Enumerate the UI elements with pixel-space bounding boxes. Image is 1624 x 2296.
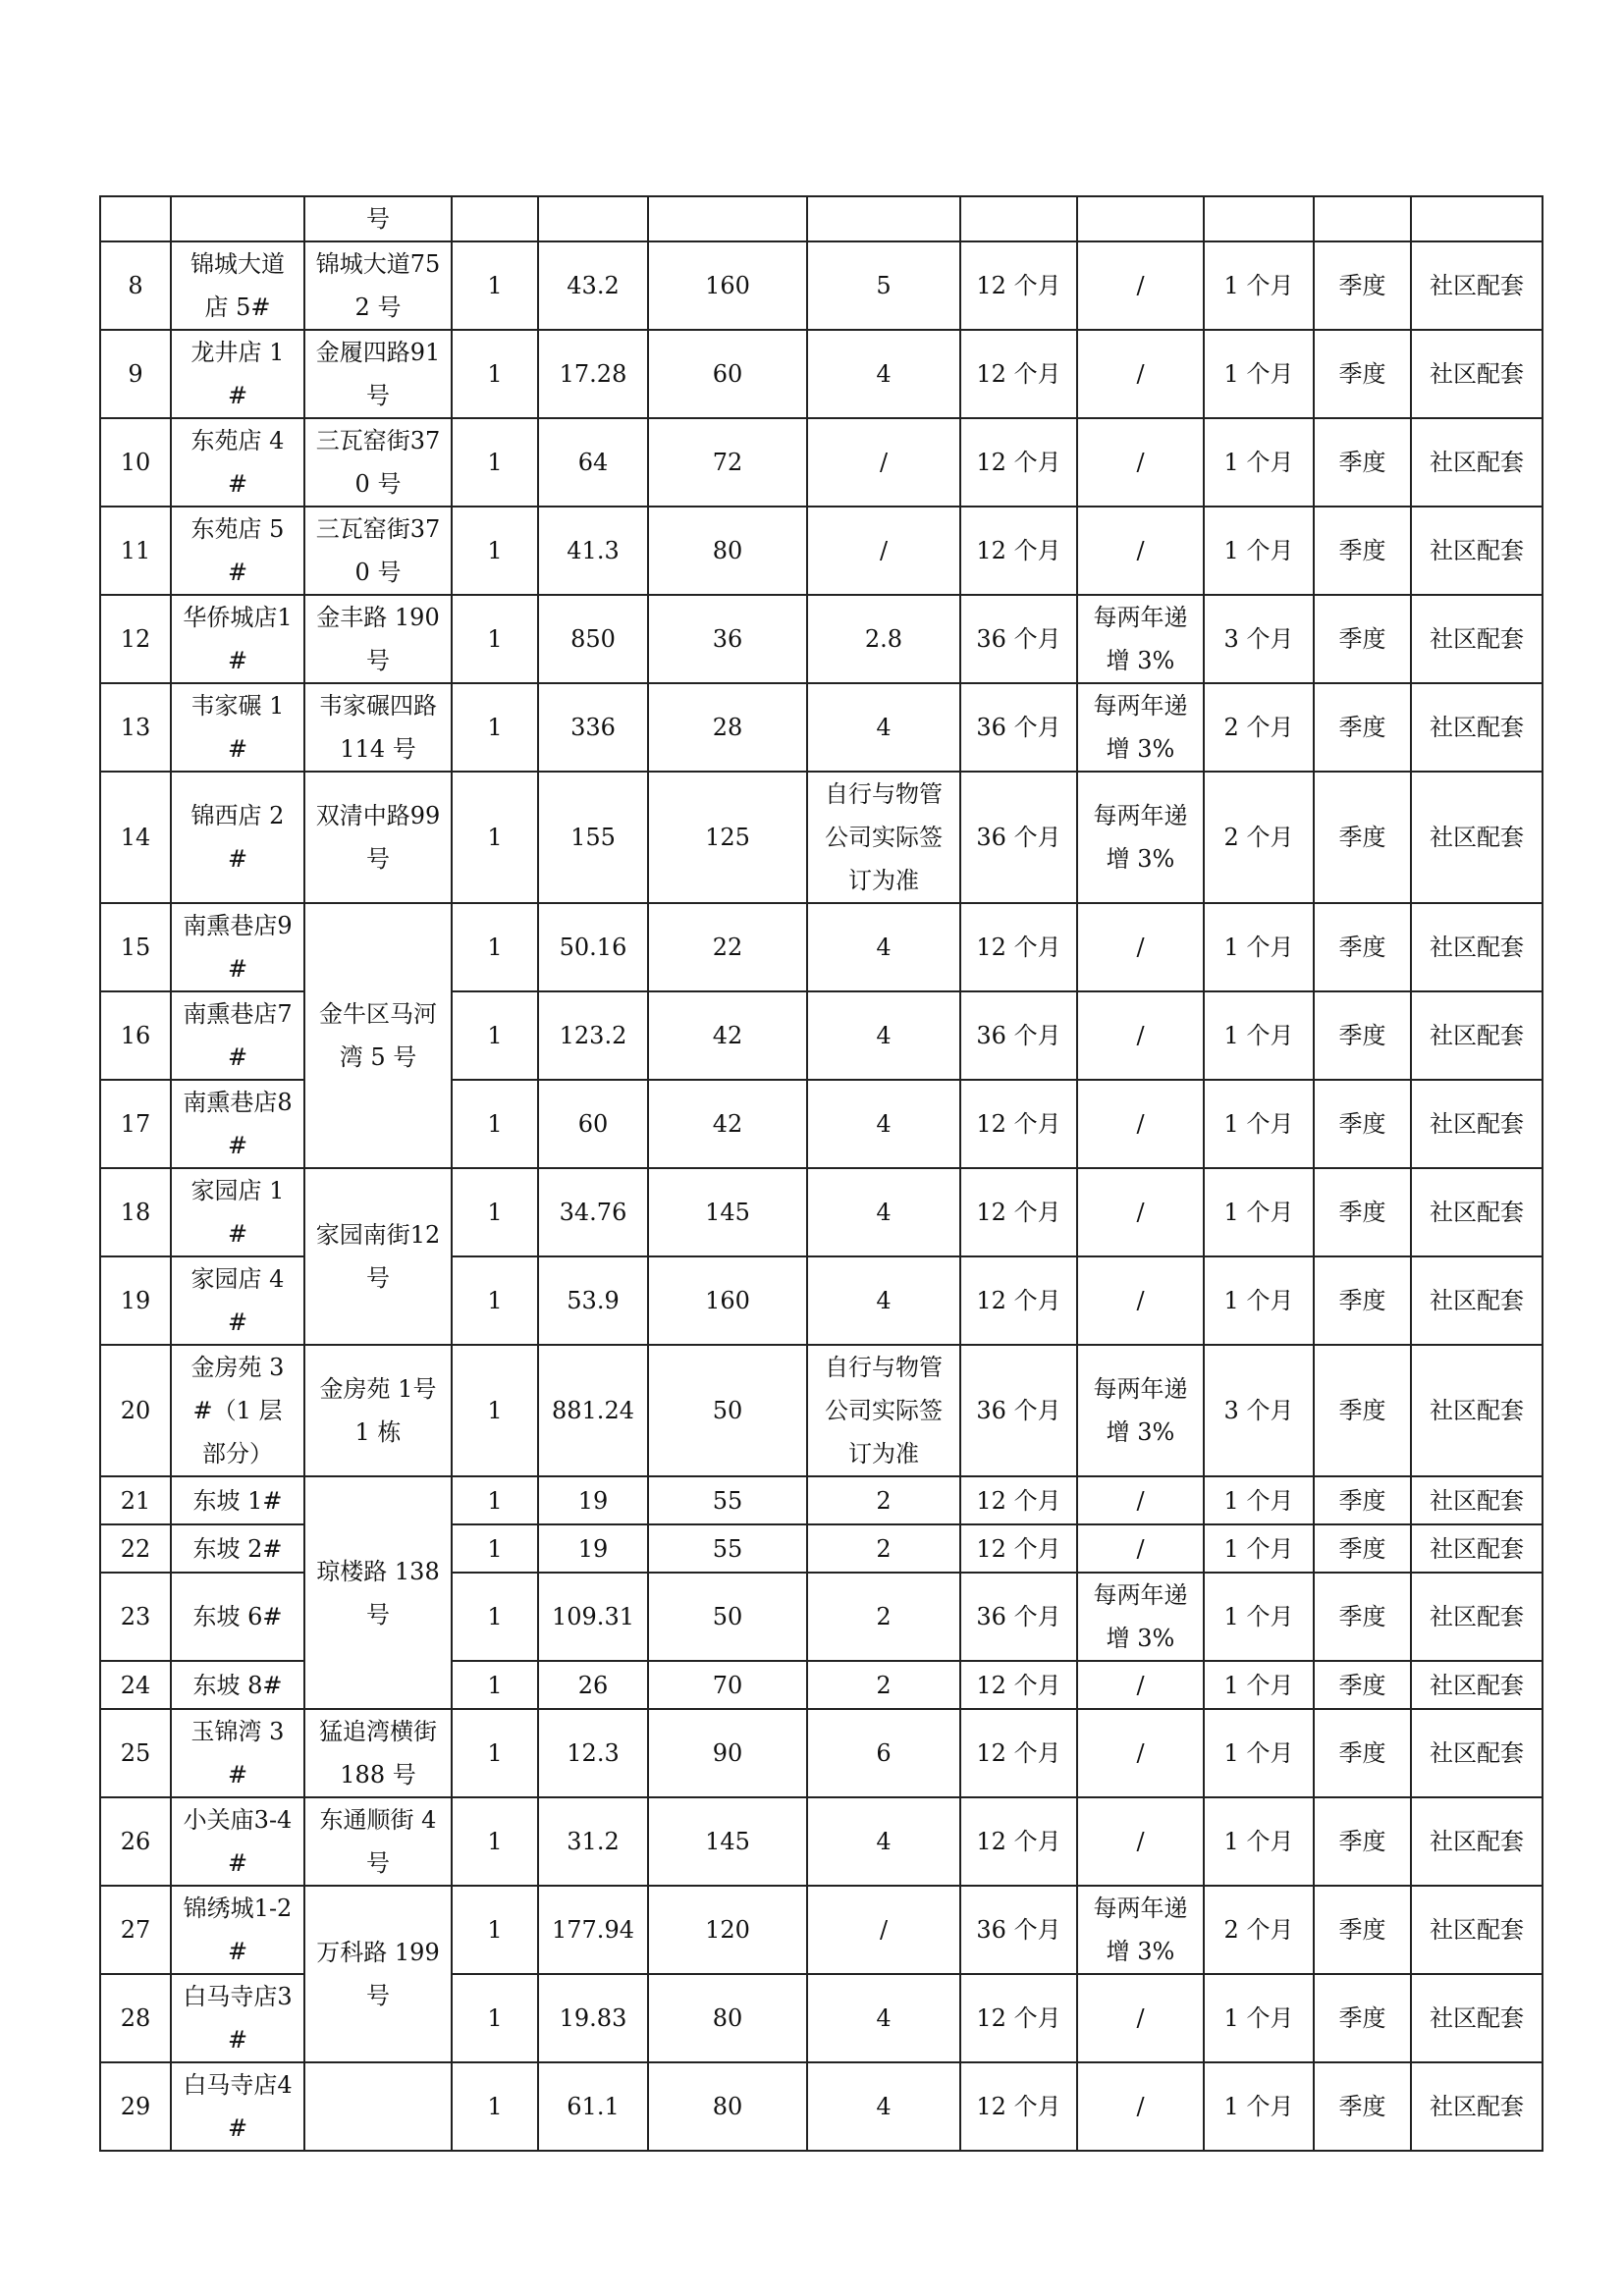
cell-qty: 1 xyxy=(452,418,538,507)
cell-fee: 4 xyxy=(807,1168,960,1256)
cell-fee: 2 xyxy=(807,1524,960,1573)
cell-no: 11 xyxy=(100,507,171,595)
table-row xyxy=(100,241,1543,330)
cell-area: 64 xyxy=(538,418,648,507)
cell-usage: 社区配套 xyxy=(1411,1797,1543,1886)
cell-no: 27 xyxy=(100,1886,171,1974)
cell-deposit: 1 个月 xyxy=(1204,1709,1314,1797)
cell-term: 12 个月 xyxy=(960,1661,1077,1709)
cell-qty: 1 xyxy=(452,330,538,418)
cell-payment: 季度 xyxy=(1314,1797,1411,1886)
cell-qty: 1 xyxy=(452,1476,538,1524)
cell-fee: 5 xyxy=(807,241,960,330)
cell-deposit: 3 个月 xyxy=(1204,595,1314,683)
cell-increase: 每两年递增 3% xyxy=(1077,1345,1204,1476)
cell-no: 20 xyxy=(100,1345,171,1476)
table-row xyxy=(100,418,1543,507)
cell-usage xyxy=(1411,196,1543,241)
cell-price: 55 xyxy=(648,1476,807,1524)
cell-usage: 社区配套 xyxy=(1411,1661,1543,1709)
cell-term: 12 个月 xyxy=(960,1168,1077,1256)
cell-area xyxy=(538,196,648,241)
cell-address: 琼楼路 138号 xyxy=(304,1476,452,1709)
cell-qty: 1 xyxy=(452,1661,538,1709)
cell-address: 韦家碾四路 114 号 xyxy=(304,683,452,772)
cell-qty: 1 xyxy=(452,1168,538,1256)
cell-deposit: 1 个月 xyxy=(1204,1573,1314,1661)
cell-increase: / xyxy=(1077,903,1204,991)
cell-term: 12 个月 xyxy=(960,330,1077,418)
cell-deposit: 3 个月 xyxy=(1204,1345,1314,1476)
cell-fee: 2 xyxy=(807,1573,960,1661)
cell-fee: 4 xyxy=(807,1797,960,1886)
cell-usage: 社区配套 xyxy=(1411,1886,1543,1974)
cell-increase: / xyxy=(1077,1476,1204,1524)
cell-name: 南熏巷店9# xyxy=(171,903,304,991)
cell-name: 南熏巷店7# xyxy=(171,991,304,1080)
cell-term: 12 个月 xyxy=(960,241,1077,330)
cell-price: 42 xyxy=(648,1080,807,1168)
cell-area: 53.9 xyxy=(538,1256,648,1345)
cell-price: 42 xyxy=(648,991,807,1080)
cell-name xyxy=(171,196,304,241)
cell-payment: 季度 xyxy=(1314,772,1411,903)
cell-area: 177.94 xyxy=(538,1886,648,1974)
cell-qty xyxy=(452,196,538,241)
cell-qty: 1 xyxy=(452,507,538,595)
cell-address: 三瓦窑街370 号 xyxy=(304,507,452,595)
cell-address xyxy=(304,2062,452,2151)
cell-qty: 1 xyxy=(452,991,538,1080)
cell-usage: 社区配套 xyxy=(1411,507,1543,595)
cell-address: 东通顺街 4号 xyxy=(304,1797,452,1886)
cell-area: 60 xyxy=(538,1080,648,1168)
cell-price xyxy=(648,196,807,241)
cell-area: 17.28 xyxy=(538,330,648,418)
cell-term: 12 个月 xyxy=(960,418,1077,507)
cell-area: 336 xyxy=(538,683,648,772)
cell-payment xyxy=(1314,196,1411,241)
cell-qty: 1 xyxy=(452,1080,538,1168)
cell-price: 125 xyxy=(648,772,807,903)
cell-fee: / xyxy=(807,507,960,595)
cell-increase: / xyxy=(1077,241,1204,330)
cell-area: 19 xyxy=(538,1524,648,1573)
cell-deposit: 1 个月 xyxy=(1204,903,1314,991)
cell-term: 36 个月 xyxy=(960,683,1077,772)
cell-qty: 1 xyxy=(452,1256,538,1345)
table-row xyxy=(100,1709,1543,1797)
cell-term: 36 个月 xyxy=(960,1573,1077,1661)
cell-fee xyxy=(807,196,960,241)
cell-usage: 社区配套 xyxy=(1411,772,1543,903)
cell-increase: 每两年递增 3% xyxy=(1077,772,1204,903)
cell-price: 160 xyxy=(648,241,807,330)
cell-fee: 4 xyxy=(807,683,960,772)
cell-qty: 1 xyxy=(452,1345,538,1476)
cell-increase: / xyxy=(1077,1256,1204,1345)
table-row xyxy=(100,1168,1543,1256)
cell-no: 25 xyxy=(100,1709,171,1797)
cell-address: 金房苑 1号 1 栋 xyxy=(304,1345,452,1476)
cell-area: 61.1 xyxy=(538,2062,648,2151)
cell-qty: 1 xyxy=(452,1524,538,1573)
table-row xyxy=(100,595,1543,683)
cell-price: 145 xyxy=(648,1168,807,1256)
cell-name: 南熏巷店8# xyxy=(171,1080,304,1168)
continuation-row xyxy=(100,196,1543,241)
cell-no: 22 xyxy=(100,1524,171,1573)
cell-address: 家园南街12 号 xyxy=(304,1168,452,1345)
cell-area: 12.3 xyxy=(538,1709,648,1797)
cell-increase: / xyxy=(1077,1709,1204,1797)
cell-area: 50.16 xyxy=(538,903,648,991)
cell-no: 8 xyxy=(100,241,171,330)
cell-term: 36 个月 xyxy=(960,1345,1077,1476)
cell-deposit: 1 个月 xyxy=(1204,1524,1314,1573)
cell-name: 东坡 2# xyxy=(171,1524,304,1573)
cell-term: 36 个月 xyxy=(960,1886,1077,1974)
cell-payment: 季度 xyxy=(1314,330,1411,418)
cell-deposit: 1 个月 xyxy=(1204,1661,1314,1709)
cell-address: 三瓦窑街370 号 xyxy=(304,418,452,507)
cell-name: 小关庙3-4# xyxy=(171,1797,304,1886)
cell-payment: 季度 xyxy=(1314,1080,1411,1168)
cell-no: 19 xyxy=(100,1256,171,1345)
cell-no: 13 xyxy=(100,683,171,772)
cell-usage: 社区配套 xyxy=(1411,1573,1543,1661)
cell-term: 36 个月 xyxy=(960,772,1077,903)
cell-fee: 2 xyxy=(807,1476,960,1524)
cell-term: 36 个月 xyxy=(960,991,1077,1080)
cell-name: 家园店 4# xyxy=(171,1256,304,1345)
cell-name: 玉锦湾 3# xyxy=(171,1709,304,1797)
table-row xyxy=(100,2062,1543,2151)
cell-usage: 社区配套 xyxy=(1411,1345,1543,1476)
table-row xyxy=(100,507,1543,595)
cell-name: 锦绣城1-2# xyxy=(171,1886,304,1974)
cell-price: 50 xyxy=(648,1573,807,1661)
cell-name: 华侨城店1# xyxy=(171,595,304,683)
cell-address: 锦城大道752 号 xyxy=(304,241,452,330)
cell-no: 24 xyxy=(100,1661,171,1709)
cell-price: 145 xyxy=(648,1797,807,1886)
cell-name: 东坡 6# xyxy=(171,1573,304,1661)
cell-no: 17 xyxy=(100,1080,171,1168)
cell-increase: / xyxy=(1077,991,1204,1080)
cell-area: 850 xyxy=(538,595,648,683)
cell-deposit: 1 个月 xyxy=(1204,1168,1314,1256)
cell-fee: 4 xyxy=(807,1974,960,2062)
cell-payment: 季度 xyxy=(1314,241,1411,330)
cell-address: 猛追湾横街 188 号 xyxy=(304,1709,452,1797)
cell-increase: / xyxy=(1077,507,1204,595)
cell-term: 12 个月 xyxy=(960,507,1077,595)
cell-payment: 季度 xyxy=(1314,683,1411,772)
cell-area: 123.2 xyxy=(538,991,648,1080)
cell-usage: 社区配套 xyxy=(1411,330,1543,418)
table-body xyxy=(100,196,1543,2151)
cell-term: 12 个月 xyxy=(960,1974,1077,2062)
cell-usage: 社区配套 xyxy=(1411,1256,1543,1345)
cell-name: 韦家碾 1# xyxy=(171,683,304,772)
cell-qty: 1 xyxy=(452,1709,538,1797)
cell-increase: / xyxy=(1077,1080,1204,1168)
cell-payment: 季度 xyxy=(1314,1524,1411,1573)
cell-name: 东坡 1# xyxy=(171,1476,304,1524)
cell-deposit: 1 个月 xyxy=(1204,241,1314,330)
cell-area: 34.76 xyxy=(538,1168,648,1256)
cell-qty: 1 xyxy=(452,241,538,330)
cell-deposit: 1 个月 xyxy=(1204,2062,1314,2151)
cell-area: 881.24 xyxy=(538,1345,648,1476)
cell-deposit: 1 个月 xyxy=(1204,1797,1314,1886)
table-row xyxy=(100,772,1543,903)
cell-payment: 季度 xyxy=(1314,1168,1411,1256)
cell-name: 龙井店 1# xyxy=(171,330,304,418)
cell-price: 160 xyxy=(648,1256,807,1345)
cell-no: 12 xyxy=(100,595,171,683)
cell-fee: 自行与物管公司实际签订为准 xyxy=(807,1345,960,1476)
table-row xyxy=(100,1797,1543,1886)
cell-price: 120 xyxy=(648,1886,807,1974)
cell-usage: 社区配套 xyxy=(1411,1709,1543,1797)
cell-no: 23 xyxy=(100,1573,171,1661)
cell-no: 10 xyxy=(100,418,171,507)
cell-increase: / xyxy=(1077,1524,1204,1573)
cell-price: 28 xyxy=(648,683,807,772)
cell-qty: 1 xyxy=(452,595,538,683)
cell-payment: 季度 xyxy=(1314,1573,1411,1661)
cell-increase: 每两年递增 3% xyxy=(1077,1573,1204,1661)
cell-address: 号 xyxy=(304,196,452,241)
cell-no: 21 xyxy=(100,1476,171,1524)
cell-qty: 1 xyxy=(452,683,538,772)
cell-no: 9 xyxy=(100,330,171,418)
cell-payment: 季度 xyxy=(1314,1256,1411,1345)
cell-term: 12 个月 xyxy=(960,1256,1077,1345)
cell-area: 155 xyxy=(538,772,648,903)
cell-deposit: 1 个月 xyxy=(1204,991,1314,1080)
cell-payment: 季度 xyxy=(1314,1886,1411,1974)
cell-term: 12 个月 xyxy=(960,1709,1077,1797)
cell-name: 东坡 8# xyxy=(171,1661,304,1709)
cell-qty: 1 xyxy=(452,772,538,903)
cell-payment: 季度 xyxy=(1314,1345,1411,1476)
cell-deposit: 1 个月 xyxy=(1204,507,1314,595)
cell-price: 55 xyxy=(648,1524,807,1573)
cell-payment: 季度 xyxy=(1314,1709,1411,1797)
cell-usage: 社区配套 xyxy=(1411,1476,1543,1524)
cell-term: 12 个月 xyxy=(960,903,1077,991)
cell-price: 70 xyxy=(648,1661,807,1709)
cell-usage: 社区配套 xyxy=(1411,241,1543,330)
cell-term xyxy=(960,196,1077,241)
cell-fee: 2 xyxy=(807,1661,960,1709)
table-row xyxy=(100,903,1543,991)
lease-table xyxy=(99,195,1543,2152)
cell-increase: / xyxy=(1077,330,1204,418)
cell-usage: 社区配套 xyxy=(1411,991,1543,1080)
cell-usage: 社区配套 xyxy=(1411,595,1543,683)
cell-no: 14 xyxy=(100,772,171,903)
cell-term: 12 个月 xyxy=(960,2062,1077,2151)
cell-term: 12 个月 xyxy=(960,1476,1077,1524)
cell-payment: 季度 xyxy=(1314,903,1411,991)
cell-term: 12 个月 xyxy=(960,1080,1077,1168)
cell-deposit xyxy=(1204,196,1314,241)
cell-deposit: 1 个月 xyxy=(1204,1974,1314,2062)
cell-name: 白马寺店3# xyxy=(171,1974,304,2062)
cell-area: 19 xyxy=(538,1476,648,1524)
cell-deposit: 2 个月 xyxy=(1204,683,1314,772)
cell-increase: / xyxy=(1077,1168,1204,1256)
cell-increase: / xyxy=(1077,418,1204,507)
cell-increase: 每两年递增 3% xyxy=(1077,683,1204,772)
cell-term: 12 个月 xyxy=(960,1524,1077,1573)
cell-area: 109.31 xyxy=(538,1573,648,1661)
cell-price: 80 xyxy=(648,507,807,595)
cell-address: 金丰路 190号 xyxy=(304,595,452,683)
cell-deposit: 1 个月 xyxy=(1204,330,1314,418)
cell-usage: 社区配套 xyxy=(1411,2062,1543,2151)
cell-deposit: 1 个月 xyxy=(1204,1080,1314,1168)
cell-fee: 4 xyxy=(807,330,960,418)
cell-price: 90 xyxy=(648,1709,807,1797)
cell-name: 锦城大道店 5# xyxy=(171,241,304,330)
cell-payment: 季度 xyxy=(1314,595,1411,683)
cell-price: 60 xyxy=(648,330,807,418)
cell-usage: 社区配套 xyxy=(1411,1168,1543,1256)
cell-fee: 4 xyxy=(807,2062,960,2151)
cell-increase: / xyxy=(1077,1974,1204,2062)
cell-fee: 4 xyxy=(807,1256,960,1345)
cell-increase: 每两年递增 3% xyxy=(1077,595,1204,683)
table-row xyxy=(100,1345,1543,1476)
cell-term: 36 个月 xyxy=(960,595,1077,683)
cell-usage: 社区配套 xyxy=(1411,1524,1543,1573)
cell-deposit: 1 个月 xyxy=(1204,1256,1314,1345)
cell-payment: 季度 xyxy=(1314,507,1411,595)
cell-usage: 社区配套 xyxy=(1411,683,1543,772)
cell-area: 43.2 xyxy=(538,241,648,330)
cell-no: 16 xyxy=(100,991,171,1080)
cell-address: 金履四路91 号 xyxy=(304,330,452,418)
cell-price: 72 xyxy=(648,418,807,507)
cell-increase: 每两年递增 3% xyxy=(1077,1886,1204,1974)
cell-no: 28 xyxy=(100,1974,171,2062)
table-row xyxy=(100,683,1543,772)
cell-area: 19.83 xyxy=(538,1974,648,2062)
cell-price: 80 xyxy=(648,2062,807,2151)
cell-no: 18 xyxy=(100,1168,171,1256)
cell-qty: 1 xyxy=(452,1797,538,1886)
cell-deposit: 2 个月 xyxy=(1204,772,1314,903)
cell-payment: 季度 xyxy=(1314,1661,1411,1709)
cell-fee: 6 xyxy=(807,1709,960,1797)
cell-term: 12 个月 xyxy=(960,1797,1077,1886)
cell-payment: 季度 xyxy=(1314,991,1411,1080)
cell-price: 80 xyxy=(648,1974,807,2062)
cell-price: 36 xyxy=(648,595,807,683)
cell-payment: 季度 xyxy=(1314,418,1411,507)
cell-payment: 季度 xyxy=(1314,1974,1411,2062)
cell-payment: 季度 xyxy=(1314,2062,1411,2151)
cell-name: 东苑店 5# xyxy=(171,507,304,595)
cell-area: 26 xyxy=(538,1661,648,1709)
cell-name: 家园店 1# xyxy=(171,1168,304,1256)
cell-no: 26 xyxy=(100,1797,171,1886)
cell-address: 万科路 199号 xyxy=(304,1886,452,2062)
cell-address: 双清中路99 号 xyxy=(304,772,452,903)
cell-name: 白马寺店4# xyxy=(171,2062,304,2151)
cell-payment: 季度 xyxy=(1314,1476,1411,1524)
cell-no: 15 xyxy=(100,903,171,991)
table-row xyxy=(100,1476,1543,1524)
cell-deposit: 1 个月 xyxy=(1204,418,1314,507)
table-row xyxy=(100,330,1543,418)
cell-name: 金房苑 3#（1 层部分） xyxy=(171,1345,304,1476)
cell-qty: 1 xyxy=(452,1974,538,2062)
cell-address: 金牛区马河湾 5 号 xyxy=(304,903,452,1168)
cell-price: 22 xyxy=(648,903,807,991)
cell-increase xyxy=(1077,196,1204,241)
cell-name: 东苑店 4# xyxy=(171,418,304,507)
cell-fee: 2.8 xyxy=(807,595,960,683)
cell-deposit: 1 个月 xyxy=(1204,1476,1314,1524)
cell-no: 29 xyxy=(100,2062,171,2151)
cell-qty: 1 xyxy=(452,903,538,991)
cell-qty: 1 xyxy=(452,1573,538,1661)
cell-usage: 社区配套 xyxy=(1411,418,1543,507)
cell-fee: 4 xyxy=(807,903,960,991)
cell-area: 41.3 xyxy=(538,507,648,595)
cell-usage: 社区配套 xyxy=(1411,903,1543,991)
cell-area: 31.2 xyxy=(538,1797,648,1886)
cell-qty: 1 xyxy=(452,2062,538,2151)
cell-usage: 社区配套 xyxy=(1411,1974,1543,2062)
cell-price: 50 xyxy=(648,1345,807,1476)
cell-fee: / xyxy=(807,418,960,507)
cell-increase: / xyxy=(1077,1661,1204,1709)
cell-qty: 1 xyxy=(452,1886,538,1974)
cell-no xyxy=(100,196,171,241)
cell-name: 锦西店 2# xyxy=(171,772,304,903)
cell-fee: 自行与物管公司实际签订为准 xyxy=(807,772,960,903)
cell-fee: 4 xyxy=(807,1080,960,1168)
cell-increase: / xyxy=(1077,2062,1204,2151)
cell-deposit: 2 个月 xyxy=(1204,1886,1314,1974)
cell-usage: 社区配套 xyxy=(1411,1080,1543,1168)
cell-increase: / xyxy=(1077,1797,1204,1886)
table-row xyxy=(100,1886,1543,1974)
cell-fee: / xyxy=(807,1886,960,1974)
cell-fee: 4 xyxy=(807,991,960,1080)
